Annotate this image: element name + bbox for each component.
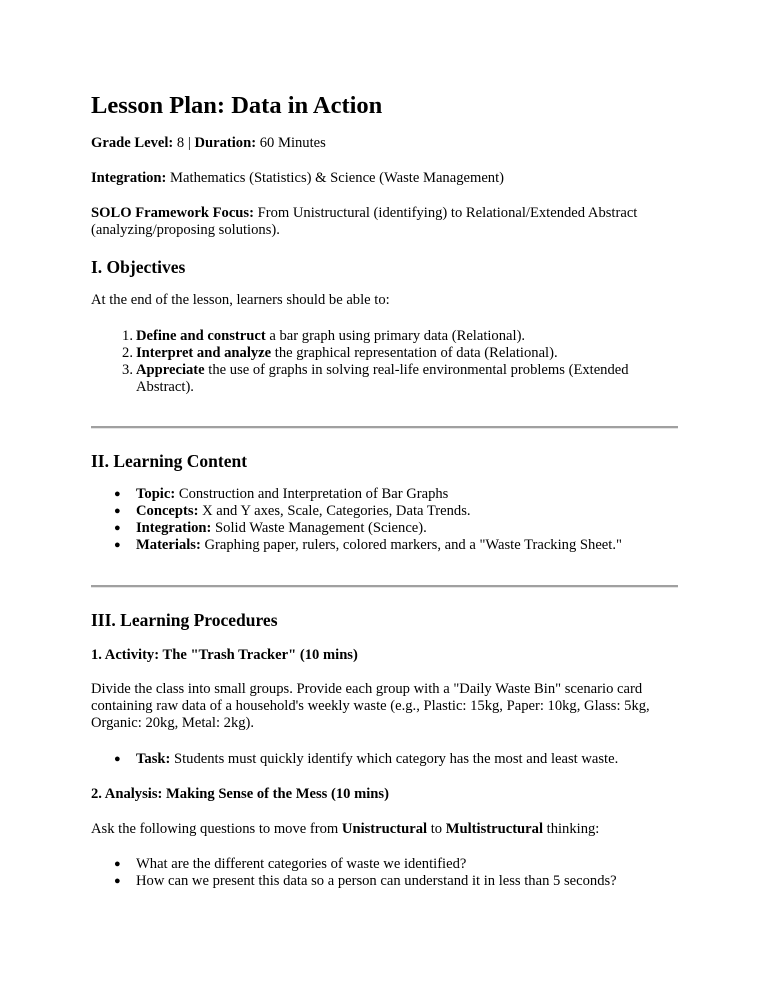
objectives-heading: I. Objectives [91,257,186,277]
section-divider [91,585,678,588]
integration-label: Integration: [91,170,167,186]
analysis-intro [91,821,689,838]
task-label: Task: [136,751,171,767]
learning-content-heading: II. Learning Content [91,451,248,471]
analysis-intro-text: Ask the following questions to move from [91,821,342,837]
objective-bold: Define and construct [136,328,266,344]
grade-duration-line [91,135,689,152]
content-text: Construction and Interpretation of Bar Graphs [175,486,449,502]
objectives-intro: At the end of the lesson, learners should be able to: [91,292,390,308]
solo-value: From Unistructural (identifying) to Relational/Extended Abstract (analyzing/proposing solutions). [91,205,638,238]
activity-task-list [91,751,689,768]
solo-focus-paragraph [91,205,689,239]
content-label: Concepts: [136,503,199,519]
objective-number: 1. [122,328,133,344]
analysis-questions-list [91,856,689,890]
content-text: X and Y axes, Scale, Categories, Data Trends. [198,503,471,519]
task-text: Students must quickly identify which category has the most and least waste. [170,751,619,767]
content-text: Graphing paper, rulers, colored markers, and a "Waste Tracking Sheet." [200,537,622,553]
integration-value: Mathematics (Statistics) & Science (Waste Management) [166,170,505,186]
objective-text: a bar graph using primary data (Relational). [265,328,526,344]
bullet-icon: ● [114,488,121,500]
objective-bold: Appreciate [136,362,205,378]
objective-number: 2. [122,345,133,361]
question-item [91,856,689,873]
content-text: Solid Waste Management (Science). [211,520,427,536]
duration-value: 60 Minutes [256,135,326,151]
content-item [91,503,689,520]
objective-text: the use of graphs in solving real-life environmental problems (Extended Abstract). [136,362,629,395]
learning-procedures-heading: III. Learning Procedures [91,610,278,630]
grade-label: Grade Level: [91,135,174,151]
content-item [91,537,689,554]
content-item [91,520,689,537]
bullet-icon: ● [114,522,121,534]
analysis-intro-text: thinking: [543,821,600,837]
analysis-heading: 2. Analysis: Making Sense of the Mess (10 mins) [91,786,389,802]
bullet-icon: ● [114,505,121,517]
activity-heading: 1. Activity: The "Trash Tracker" (10 mins) [91,647,358,663]
section-divider [91,426,678,429]
objective-number: 3. [122,362,133,378]
task-item [91,751,689,768]
objective-item [91,362,689,396]
question-text: What are the different categories of waste we identified? [136,856,467,872]
analysis-intro-text: to [427,821,446,837]
objectives-list [91,328,689,396]
solo-label: SOLO Framework Focus: [91,205,254,221]
objective-item [91,328,689,345]
multistructural-term: Multistructural [445,821,543,837]
bullet-icon: ● [114,858,121,870]
content-label: Materials: [136,537,201,553]
bullet-icon: ● [114,875,121,887]
grade-value: 8 | [173,135,195,151]
bullet-icon: ● [114,753,121,765]
content-label: Integration: [136,520,212,536]
activity-description: Divide the class into small groups. Provide each group with a "Daily Waste Bin" scenario card containing raw data of a household's weekly waste (e.g., Plastic: 15kg, Paper: 10kg, Glass: 5kg, Organic: 20kg, Metal: 2kg). [91,681,650,731]
objective-text: the graphical representation of data (Relational). [271,345,558,361]
objective-bold: Interpret and analyze [136,345,272,361]
question-item [91,873,689,890]
content-label: Topic: [136,486,176,502]
question-text: How can we present this data so a person can understand it in less than 5 seconds? [136,873,617,889]
duration-label: Duration: [194,135,257,151]
objective-item [91,345,689,362]
unistructural-term: Unistructural [341,821,428,837]
learning-content-list [91,486,689,554]
integration-line [91,170,689,187]
page-title: Lesson Plan: Data in Action [91,92,383,119]
bullet-icon: ● [114,539,121,551]
content-item [91,486,689,503]
